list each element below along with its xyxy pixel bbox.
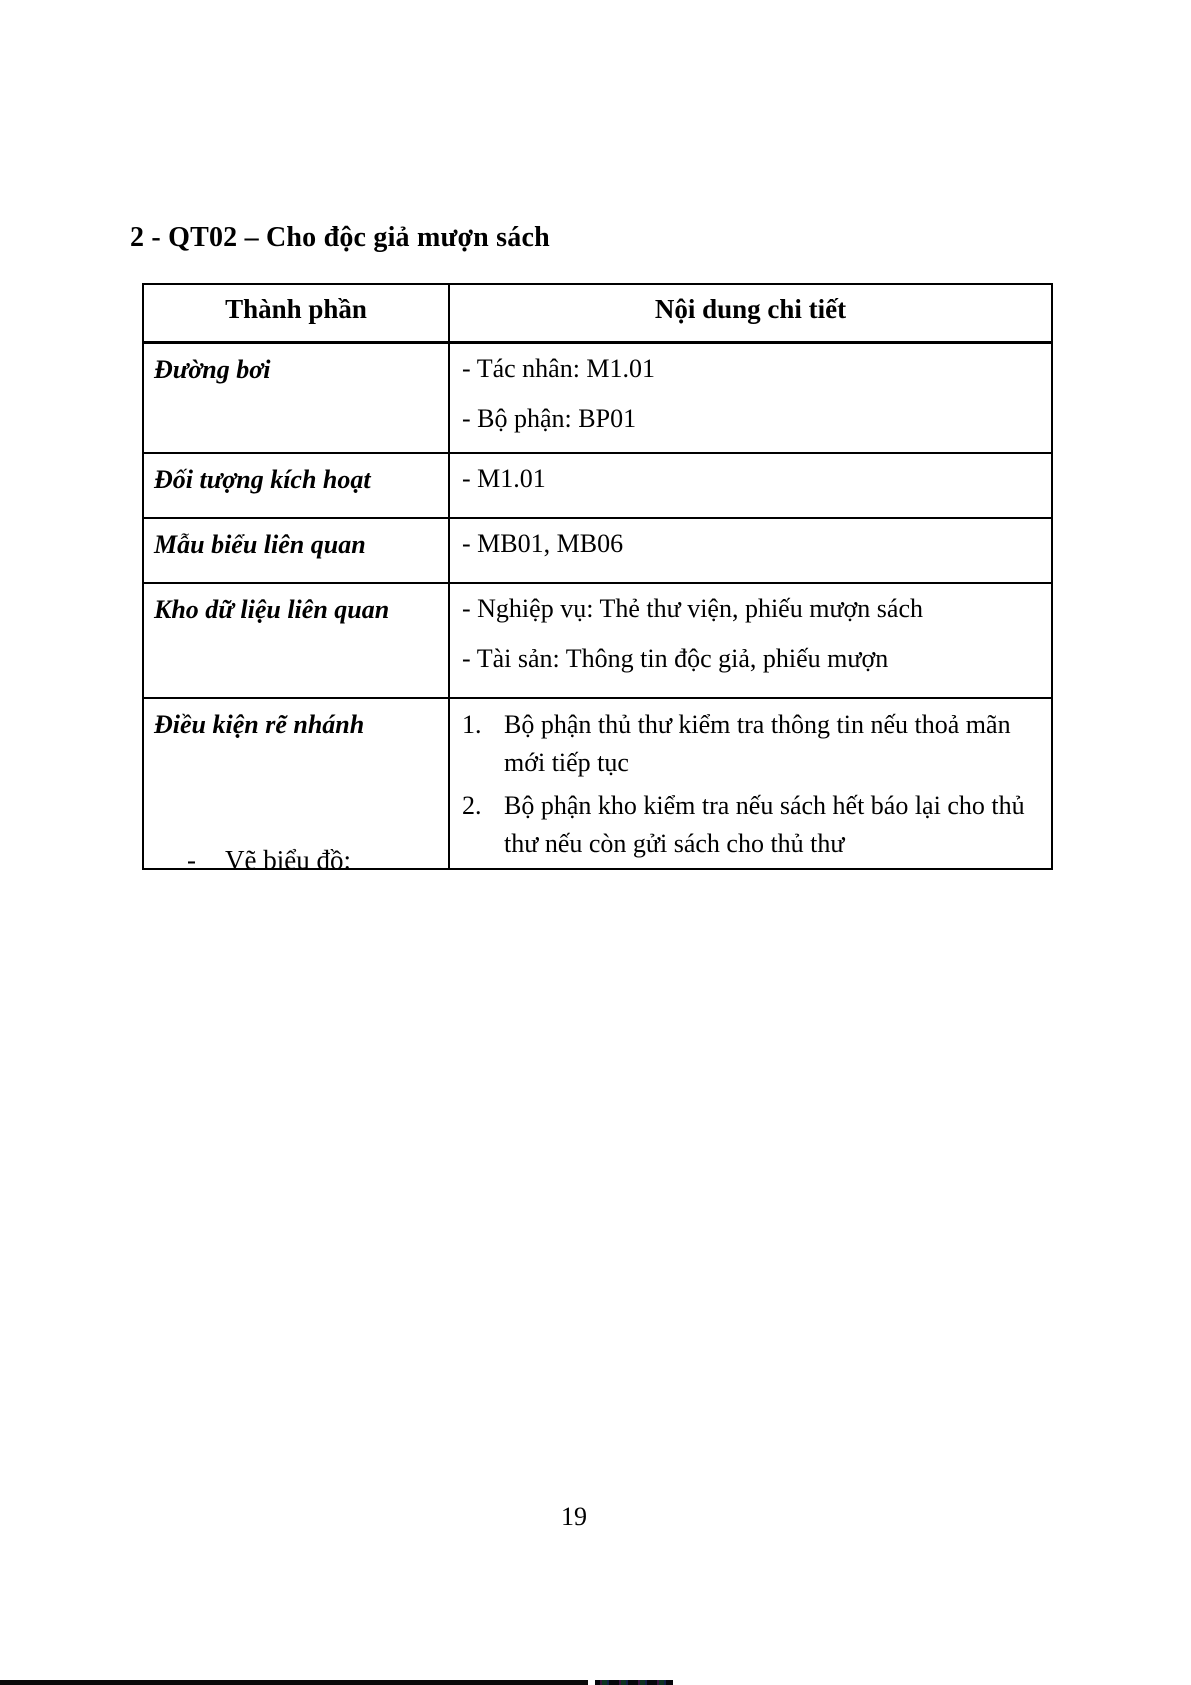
row-content xyxy=(449,343,1052,454)
list-item-text: Bộ phận thủ thư kiểm tra thông tin nếu thoả mãn mới tiếp tục xyxy=(504,710,1011,777)
column-header-noi-dung: Nội dung chi tiết xyxy=(449,284,1052,343)
row-content xyxy=(449,583,1052,698)
row-content xyxy=(449,518,1052,583)
scan-artifact-bar xyxy=(0,1680,588,1685)
table-header-row xyxy=(143,284,1052,343)
dash-bullet-text: Vẽ biểu đồ: xyxy=(225,845,351,875)
content-line: - MB01, MB06 xyxy=(462,529,624,558)
content-line: - Tác nhân: M1.01 xyxy=(462,354,656,383)
row-label-doi-tuong-kich-hoat: Đối tượng kích hoạt xyxy=(143,453,449,518)
dash-marker: - xyxy=(187,845,196,875)
row-label-duong-boi: Đường bơi xyxy=(143,343,449,454)
row-label-kho-du-lieu-lien-quan: Kho dữ liệu liên quan xyxy=(143,583,449,698)
table-row xyxy=(143,583,1052,698)
row-label-mau-bieu-lien-quan: Mẫu biểu liên quan xyxy=(143,518,449,583)
row-label-dieu-kien-re-nhanh: Điều kiện rẽ nhánh xyxy=(143,698,449,869)
numbered-list-item xyxy=(462,787,1041,863)
list-item-number: 1. xyxy=(462,710,482,739)
page-number: 19 xyxy=(561,1502,587,1531)
content-line: - Nghiệp vụ: Thẻ thư viện, phiếu mượn sách xyxy=(462,594,923,623)
content-line: - Bộ phận: BP01 xyxy=(462,404,637,433)
table-row xyxy=(143,453,1052,518)
dash-bullet-line xyxy=(187,845,351,876)
table-row xyxy=(143,343,1052,454)
numbered-list-item xyxy=(462,706,1041,782)
table-row xyxy=(143,518,1052,583)
scan-artifact-glitch xyxy=(595,1680,673,1685)
content-line: - M1.01 xyxy=(462,464,546,493)
section-title: 2 - QT02 – Cho độc giả mượn sách xyxy=(130,222,550,253)
list-item-number: 2. xyxy=(462,791,482,820)
list-item-text: Bộ phận kho kiểm tra nếu sách hết báo lại cho thủ thư nếu còn gửi sách cho thủ thư xyxy=(504,791,1025,858)
column-header-thanh-phan: Thành phần xyxy=(143,284,449,343)
process-spec-table xyxy=(142,283,1053,870)
table-row xyxy=(143,698,1052,869)
content-line: - Tài sản: Thông tin độc giả, phiếu mượn xyxy=(462,644,889,673)
row-content xyxy=(449,698,1052,869)
row-content xyxy=(449,453,1052,518)
